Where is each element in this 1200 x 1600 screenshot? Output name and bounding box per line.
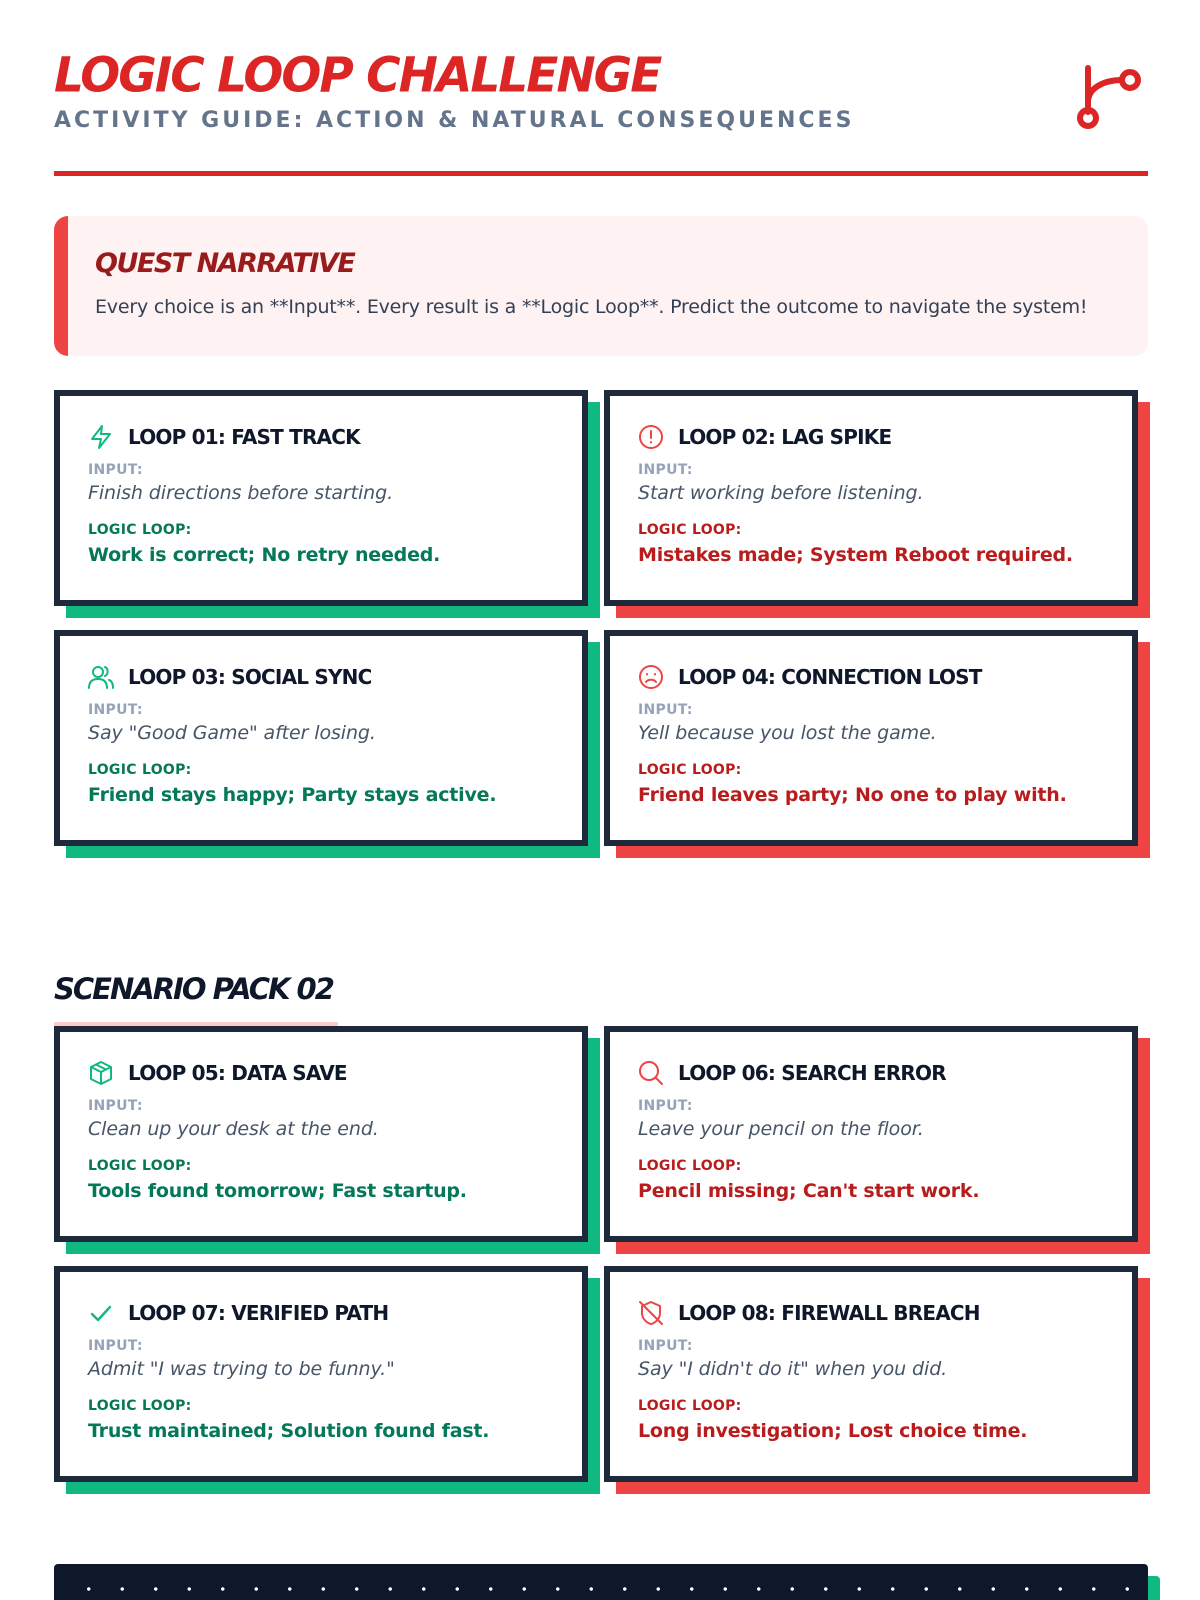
input-text: Say "I didn't do it" when you did. — [638, 1358, 948, 1380]
logic-loop-result: Friend leaves party; No one to play with. — [638, 784, 1067, 806]
package-icon — [88, 1060, 114, 1086]
input-text: Start working before listening. — [638, 482, 924, 504]
loop-title: LOOP 04: CONNECTION LOST — [678, 665, 982, 689]
logic-loop-label: LOGIC LOOP: — [88, 762, 192, 778]
loop-title: LOOP 05: DATA SAVE — [128, 1061, 347, 1085]
loop-title: LOOP 02: LAG SPIKE — [678, 425, 892, 449]
input-label: INPUT: — [88, 462, 143, 478]
loop-title: LOOP 06: SEARCH ERROR — [678, 1061, 946, 1085]
input-label: INPUT: — [638, 1098, 693, 1114]
page-title: LOGIC LOOP CHALLENGE — [54, 47, 661, 104]
logic-loop-result: Work is correct; No retry needed. — [88, 544, 441, 566]
quest-narrative — [54, 216, 1148, 356]
input-text: Finish directions before starting. — [88, 482, 394, 504]
logic-loop-result: Tools found tomorrow; Fast startup. — [88, 1180, 467, 1202]
input-label: INPUT: — [638, 1338, 693, 1354]
loop-title: LOOP 01: FAST TRACK — [128, 425, 360, 449]
loop-card-03 — [54, 630, 588, 846]
input-text: Admit "I was trying to be funny." — [88, 1358, 395, 1380]
frown-icon — [638, 664, 664, 690]
logic-loop-result: Pencil missing; Can't start work. — [638, 1180, 980, 1202]
logic-loop-result: Long investigation; Lost choice time. — [638, 1420, 1028, 1442]
logic-loop-label: LOGIC LOOP: — [88, 522, 192, 538]
logic-loop-label: LOGIC LOOP: — [638, 522, 742, 538]
logic-loop-result: Mistakes made; System Reboot required. — [638, 544, 1073, 566]
zap-icon — [88, 424, 114, 450]
logic-loop-label: LOGIC LOOP: — [638, 1158, 742, 1174]
check-icon — [88, 1300, 114, 1326]
loop-title: LOOP 08: FIREWALL BREACH — [678, 1301, 980, 1325]
input-label: INPUT: — [638, 702, 693, 718]
section-title: SCENARIO PACK 02 — [54, 972, 333, 1006]
input-text: Yell because you lost the game. — [638, 722, 937, 744]
input-text: Leave your pencil on the floor. — [638, 1118, 924, 1140]
footer-panel — [54, 1564, 1148, 1600]
logic-loop-result: Trust maintained; Solution found fast. — [88, 1420, 490, 1442]
loop-title: LOOP 03: SOCIAL SYNC — [128, 665, 372, 689]
header — [54, 44, 1148, 176]
dotted-divider — [72, 1586, 1130, 1592]
logic-loop-label: LOGIC LOOP: — [638, 762, 742, 778]
loop-card-04 — [604, 630, 1138, 846]
logic-loop-label: LOGIC LOOP: — [88, 1398, 192, 1414]
loop-card-08 — [604, 1266, 1138, 1482]
search-icon — [638, 1060, 664, 1086]
git-branch-icon — [1074, 62, 1144, 134]
logic-loop-result: Friend stays happy; Party stays active. — [88, 784, 497, 806]
shield-off-icon — [638, 1300, 664, 1326]
page-subtitle: ACTIVITY GUIDE: ACTION & NATURAL CONSEQUENCES — [54, 108, 855, 133]
input-label: INPUT: — [88, 1338, 143, 1354]
input-label: INPUT: — [88, 702, 143, 718]
loop-title: LOOP 07: VERIFIED PATH — [128, 1301, 389, 1325]
loop-card-02 — [604, 390, 1138, 606]
input-text: Say "Good Game" after losing. — [88, 722, 376, 744]
loop-card-01 — [54, 390, 588, 606]
input-label: INPUT: — [638, 462, 693, 478]
users-icon — [88, 664, 114, 690]
logic-loop-label: LOGIC LOOP: — [638, 1398, 742, 1414]
loop-card-05 — [54, 1026, 588, 1242]
alert-circle-icon — [638, 424, 664, 450]
narrative-text: Every choice is an **Input**. Every result is a **Logic Loop**. Predict the outcome to navigate the system! — [95, 296, 1088, 318]
input-label: INPUT: — [88, 1098, 143, 1114]
input-text: Clean up your desk at the end. — [88, 1118, 379, 1140]
logic-loop-label: LOGIC LOOP: — [88, 1158, 192, 1174]
loop-card-07 — [54, 1266, 588, 1482]
loop-card-06 — [604, 1026, 1138, 1242]
narrative-heading: QUEST NARRATIVE — [95, 248, 355, 279]
